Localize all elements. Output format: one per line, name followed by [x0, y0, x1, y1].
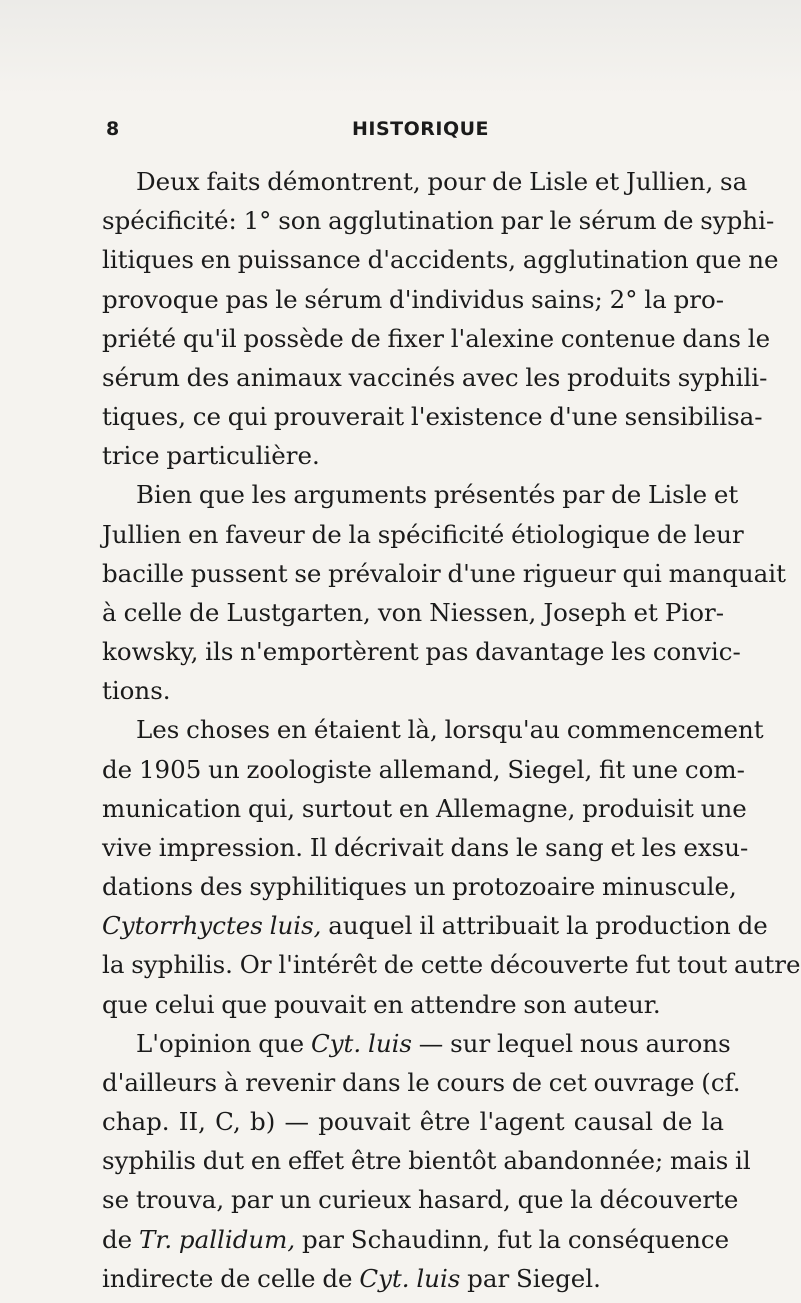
- text-segment: munication qui, surtout en Allemagne, produisit une: [102, 793, 747, 823]
- text-line: [102, 201, 775, 240]
- text-segment: tiques, ce qui prouverait l'existence d'une sensibilisa-: [102, 402, 763, 432]
- text-line: [102, 1102, 724, 1141]
- text-segment: L'opinion que: [136, 1028, 311, 1058]
- text-segment: que celui que pouvait en attendre son auteur.: [102, 989, 661, 1019]
- text-line: [102, 436, 724, 475]
- text-segment: bacille pussent se prévaloir d'une rigueur qui manquait: [102, 558, 786, 588]
- text-segment: la syphilis. Or l'intérêt de cette découverte fut tout autre: [102, 950, 801, 980]
- text-line: [102, 593, 724, 632]
- text-segment: syphilis dut en effet être bientôt abandonnée; mais il: [102, 1146, 751, 1176]
- text-segment: priété qu'il possède de fixer l'alexine contenue dans le: [102, 323, 771, 353]
- text-segment: se trouva, par un curieux hasard, que la découverte: [102, 1185, 739, 1215]
- page-number: 8: [106, 118, 120, 140]
- text-line: [102, 906, 768, 945]
- text-segment: — sur lequel nous aurons: [412, 1028, 731, 1058]
- text-line: [102, 789, 747, 828]
- text-segment: litiques en puissance d'accidents, agglutination que ne: [102, 245, 779, 275]
- text-line: [102, 1063, 741, 1102]
- text-line: [102, 985, 724, 1024]
- text-segment: d'ailleurs à revenir dans le cours de cet ouvrage (cf.: [102, 1067, 741, 1097]
- text-segment: sérum des animaux vaccinés avec les produits syphili-: [102, 362, 768, 392]
- text-line: [102, 710, 764, 749]
- page-shadow: [0, 0, 801, 95]
- text-line: [102, 1024, 731, 1063]
- text-segment: à celle de Lustgarten, von Niessen, Joseph et Pior-: [102, 597, 724, 627]
- text-segment: provoque pas le sérum d'individus sains; 2° la pro-: [102, 284, 724, 314]
- text-line: [102, 397, 763, 436]
- text-line: [102, 319, 771, 358]
- text-line: [102, 475, 739, 514]
- text-segment: dations des syphilitiques un protozoaire minuscule,: [102, 872, 737, 902]
- italic-text-segment: Cyt. luis: [310, 1028, 413, 1058]
- text-segment: Les choses en étaient là, lorsqu'au commencement: [136, 715, 764, 745]
- text-segment: vive impression. Il décrivait dans le sang et les exsu-: [102, 832, 749, 862]
- text-line: [102, 867, 737, 906]
- text-segment: de: [102, 1224, 139, 1254]
- italic-text-segment: Cyt. luis: [359, 1263, 461, 1293]
- text-line: [102, 671, 724, 710]
- text-line: [102, 1180, 739, 1219]
- text-line: [102, 1141, 751, 1180]
- text-line: [102, 554, 786, 593]
- text-segment: Deux faits démontrent, pour de Lisle et Jullien, sa: [136, 167, 748, 196]
- text-line: [102, 515, 744, 554]
- text-line: [102, 162, 748, 201]
- text-segment: kowsky, ils n'emportèrent pas davantage les convic-: [102, 637, 741, 667]
- text-segment: tions.: [102, 676, 171, 706]
- text-segment: trice particulière.: [102, 441, 320, 471]
- text-segment: par Siegel.: [460, 1263, 601, 1293]
- text-line: [102, 358, 768, 397]
- text-segment: indirecte de celle de: [102, 1263, 360, 1293]
- italic-text-segment: Cytorrhyctes luis,: [102, 911, 322, 941]
- text-line: [102, 632, 741, 671]
- text-line: [102, 945, 801, 984]
- text-segment: Bien que les arguments présentés par de Lisle et: [136, 480, 739, 510]
- page-header: [106, 118, 716, 148]
- text-line: [102, 280, 724, 319]
- text-segment: spécificité: 1° son agglutination par le sérum de syphi-: [102, 206, 775, 236]
- running-title: HISTORIQUE: [352, 118, 490, 140]
- text-line: [102, 750, 745, 789]
- text-segment: auquel il attribuait la production de: [321, 911, 768, 941]
- italic-text-segment: Tr. pallidum,: [138, 1224, 296, 1254]
- text-segment: par Schaudinn, fut la conséquence: [295, 1224, 730, 1254]
- text-segment: Jullien en faveur de la spécificité étiologique de leur: [102, 519, 744, 549]
- text-line: [102, 1220, 730, 1259]
- text-line: [102, 828, 749, 867]
- text-line: [102, 240, 779, 279]
- text-line: [102, 1259, 724, 1298]
- body-text: [102, 162, 801, 1298]
- text-segment: chap. II, C, b) — pouvait être l'agent causal de la: [102, 1107, 724, 1137]
- text-segment: de 1905 un zoologiste allemand, Siegel, fit une com-: [102, 754, 745, 784]
